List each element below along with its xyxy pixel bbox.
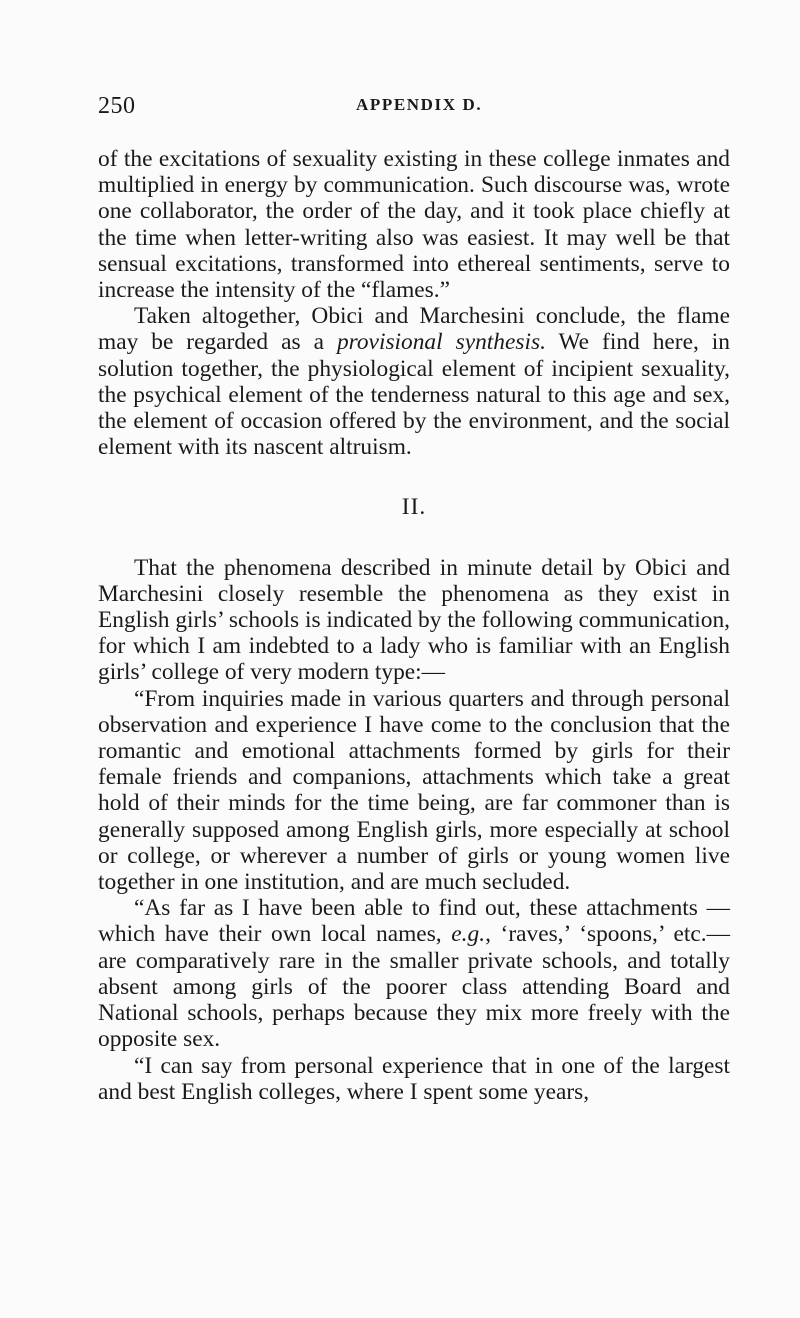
paragraph-quote-attachments-text-1: “As far as I have been able to find out, these attachments —which have their own local names, bbox=[98, 895, 730, 948]
running-head: APPENDIX D. bbox=[356, 95, 483, 114]
paragraph-synthesis bbox=[98, 303, 730, 460]
paragraph-quote-personal-experience: “I can say from personal experience that in one of the largest and best English colleges, where I spent some years, bbox=[98, 1052, 730, 1105]
body-text bbox=[98, 146, 730, 1105]
paragraph-synthesis-text-2: We find here, in solution together, the physiological element of incipient sexuality, the psychical element of the tenderness natural to this age and sex, the element of occasion offered by the environment, and the social element with its nascent altruism. bbox=[98, 329, 730, 461]
italic-eg: e.g. bbox=[451, 921, 486, 948]
paragraph-synthesis-text-1: Taken altogether, Obici and Marchesini conclude, the flame may be regarded as a bbox=[98, 303, 730, 356]
paragraph-english-schools: That the phenomena described in minute detail by Obici and Marchesini closely resemble the phenomena as they exist in English girls’ schools is indicated by the following communication, for which I am indebted to a lady who is familiar with an English girls’ college of very modern type:— bbox=[98, 554, 730, 686]
italic-provisional-synthesis: provisional synthesis. bbox=[336, 329, 546, 356]
paragraph-quote-attachments-text-2: , ‘raves,’ ‘spoons,’ etc.— are comparatively rare in the smaller private schools, and totally absent among girls of the poorer class attending Board and National schools, perhaps because they mix more freely with the opposite sex. bbox=[98, 921, 730, 1053]
paragraph-quote-attachments bbox=[98, 895, 730, 1052]
paragraph-continuation: of the excitations of sexuality existing in these college inmates and multiplied in energy by communication. Such discourse was, wrote one collaborator, the order of the day, and it took place chiefly at the time when letter-writing also was easiest. It may well be that sensual excitations, transformed into ethereal sentiments, serve to increase the intensity of the “flames.” bbox=[98, 146, 730, 304]
page-number: 250 bbox=[98, 93, 136, 119]
section-heading: II. bbox=[401, 494, 427, 521]
paragraph-quote-inquiries: “From inquiries made in various quarters and through personal observation and experience I have come to the conclusion that the romantic and emotional attachments formed by girls for their female friends and companions, attachments which take a great hold of their minds for the time being, are far commoner than is generally supposed among English girls, more especially at school or college, or wherever a number of girls or young women live together in one institution, and are much secluded. bbox=[98, 685, 730, 896]
page-header bbox=[98, 93, 730, 123]
